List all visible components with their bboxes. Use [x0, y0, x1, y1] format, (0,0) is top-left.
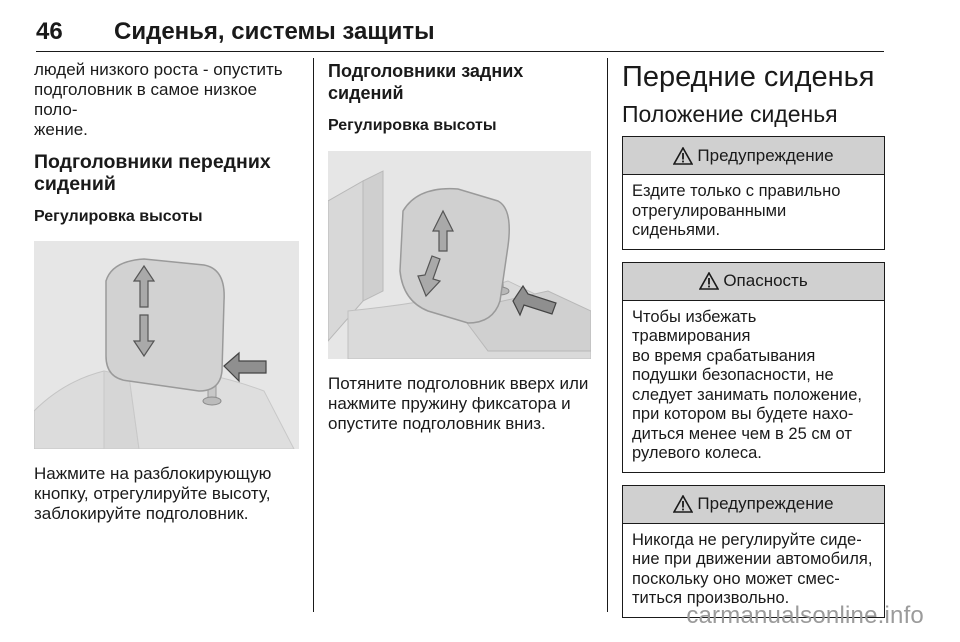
notice-body: [623, 301, 884, 472]
caption-line: Потяните подголовник вверх или: [328, 374, 589, 393]
column-3: [622, 60, 886, 618]
danger-notice: [622, 262, 885, 473]
notice-line: подушки безопасности, не: [632, 366, 834, 384]
notice-line: ние при движении автомобиля,: [632, 550, 873, 568]
section-subtitle: Положение сиденья: [622, 101, 838, 127]
notice-line: Чтобы избежать травмирования: [632, 307, 757, 345]
subheading: Регулировка высоты: [34, 208, 203, 225]
notice-line: во время срабатывания: [632, 346, 816, 365]
page-header: [36, 18, 884, 48]
rear-headrest-figure: [328, 151, 591, 359]
subheading: Регулировка высоты: [328, 117, 497, 134]
caption-line: кнопку, отрегулируйте высоту,: [34, 484, 271, 503]
section-heading: сидений: [34, 173, 116, 195]
notice-line: при котором вы будете нахо-: [632, 405, 854, 423]
section-heading: Подголовники передних: [34, 151, 271, 173]
warning-triangle-icon: [699, 272, 719, 290]
column-2: [328, 60, 596, 434]
caption-line: Нажмите на разблокирующую: [34, 464, 272, 483]
notice-line: отрегулированными сиденьями.: [632, 201, 787, 239]
notice-line: следует занимать положение,: [632, 385, 862, 404]
notice-label: Предупреждение: [697, 494, 834, 513]
column-1: [34, 60, 302, 524]
front-headrest-figure: [34, 241, 299, 449]
notice-line: диться менее чем в 25 см от: [632, 424, 852, 443]
footer-watermark: carmanualsonline.info: [686, 602, 924, 629]
notice-header: [623, 137, 884, 175]
intro-line: жение.: [34, 120, 88, 139]
notice-line: поскольку оно может смес-: [632, 569, 840, 588]
caption-line: опустите подголовник вниз.: [328, 414, 546, 433]
notice-header: [623, 486, 884, 524]
notice-label: Опасность: [723, 271, 808, 290]
notice-line: Никогда не регулируйте сиде-: [632, 530, 862, 549]
notice-label: Предупреждение: [697, 145, 834, 165]
section-heading: Подголовники задних сидений: [328, 61, 524, 103]
column-divider-1: [313, 58, 314, 612]
caption-line: нажмите пружину фиксатора и: [328, 394, 571, 413]
intro-line: людей низкого роста - опустить: [34, 60, 283, 79]
running-title: Сиденья, системы защиты: [114, 18, 435, 45]
notice-header: [623, 263, 884, 301]
page-number: 46: [36, 18, 63, 45]
warning-triangle-icon: [673, 495, 693, 513]
notice-line: титься произвольно.: [632, 589, 790, 607]
warning-notice: [622, 136, 885, 250]
warning-notice: [622, 485, 885, 618]
section-title: Передние сиденья: [622, 61, 875, 93]
header-rule: [36, 51, 884, 52]
column-divider-2: [607, 58, 608, 612]
notice-line: рулевого колеса.: [632, 444, 762, 462]
intro-line: подголовник в самое низкое поло-: [34, 80, 258, 119]
notice-body: [623, 175, 884, 249]
warning-triangle-icon: [673, 147, 693, 165]
notice-line: Ездите только с правильно: [632, 182, 841, 200]
caption-line: заблокируйте подголовник.: [34, 504, 249, 523]
